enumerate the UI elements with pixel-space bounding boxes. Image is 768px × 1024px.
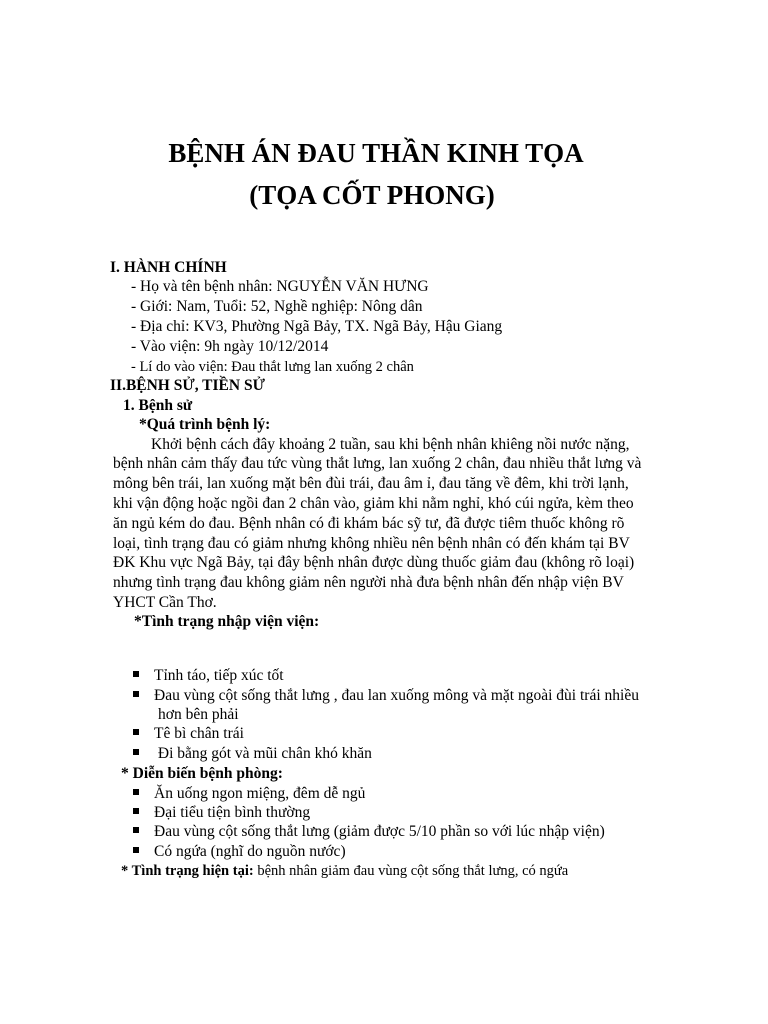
process-line: loại, tình trạng đau có giảm nhưng không nhiều nên bệnh nhân có đến khám tại BV	[113, 535, 630, 552]
list-item: Đau vùng cột sống thắt lưng (giảm được 5/10 phần so với lúc nhập viện)	[133, 822, 605, 842]
section-heading-administrative: I. HÀNH CHÍNH	[110, 259, 227, 276]
current-status	[121, 861, 568, 881]
patient-address: - Địa chỉ: KV3, Phường Ngã Bảy, TX. Ngã Bảy, Hậu Giang	[131, 318, 503, 335]
process-line: YHCT Cần Thơ.	[113, 594, 217, 611]
bullet-icon	[133, 671, 139, 677]
bullet-icon	[133, 808, 139, 814]
patient-gender-age-job: - Giới: Nam, Tuổi: 52, Nghề nghiệp: Nông dân	[131, 298, 423, 315]
bullet-icon	[133, 729, 139, 735]
document-title-line1: BỆNH ÁN ĐAU THẦN KINH TỌA	[168, 138, 584, 168]
list-item: Đi bằng gót và mũi chân khó khăn	[133, 744, 372, 764]
list-item: Tỉnh táo, tiếp xúc tốt	[133, 666, 284, 686]
process-line: nhưng tình trạng đau không giảm nên người nhà đưa bệnh nhân đến nhập viện BV	[113, 574, 624, 591]
bullet-icon	[133, 691, 139, 697]
section-heading-history: II.BỆNH SỬ, TIỀN SỬ	[110, 377, 265, 394]
process-line: mông bên trái, lan xuống mặt bên đùi trái, đau âm ỉ, đau tăng về đêm, khi trời lạnh,	[113, 475, 629, 492]
process-line: khi vận động hoặc ngồi đan 2 chân vào, giảm khi nằm nghỉ, khó cúi ngửa, kèm theo	[113, 495, 634, 512]
process-line: ĐK Khu vực Ngã Bảy, tại đây bệnh nhân được dùng thuốc giảm đau (không rõ loại)	[113, 554, 635, 571]
current-status-label: * Tình trạng hiện tại:	[121, 863, 254, 879]
current-status-text: bệnh nhân giảm đau vùng cột sống thắt lưng, có ngứa	[253, 863, 569, 879]
process-line: bệnh nhân cảm thấy đau tức vùng thắt lưng, lan xuống 2 chân, đau nhiều thắt lưng và	[113, 455, 642, 472]
bullet-icon	[133, 789, 139, 795]
patient-name: - Họ và tên bệnh nhân: NGUYỄN VĂN HƯNG	[131, 278, 429, 295]
document-title-line2: (TỌA CỐT PHONG)	[249, 180, 495, 210]
admission-time: - Vào viện: 9h ngày 10/12/2014	[131, 338, 329, 355]
list-item: Có ngứa (nghĩ do nguồn nước)	[133, 842, 346, 862]
subsection-heading-illness: 1. Bệnh sử	[123, 397, 193, 414]
bullet-icon	[133, 827, 139, 833]
process-line: ăn ngủ kém do đau. Bệnh nhân có đi khám bác sỹ tư, đã được tiêm thuốc không rõ	[113, 515, 625, 532]
list-item-continuation: hơn bên phải	[158, 706, 239, 723]
bullet-icon	[133, 749, 139, 755]
process-heading: *Quá trình bệnh lý:	[139, 416, 271, 433]
progress-heading: * Diễn biến bệnh phòng:	[121, 765, 283, 782]
list-item: Đau vùng cột sống thắt lưng , đau lan xuống mông và mặt ngoài đùi trái nhiều	[133, 686, 639, 706]
admission-status-heading: *Tình trạng nhập viện viện:	[134, 613, 320, 630]
admission-reason: - Lí do vào viện: Đau thắt lưng lan xuống 2 chân	[131, 359, 414, 375]
list-item: Đại tiểu tiện bình thường	[133, 803, 310, 823]
list-item: Ăn uống ngon miệng, đêm dễ ngủ	[133, 784, 365, 804]
bullet-icon	[133, 847, 139, 853]
list-item: Tê bì chân trái	[133, 724, 244, 744]
process-line: Khởi bệnh cách đây khoảng 2 tuần, sau khi bệnh nhân khiêng nồi nước nặng,	[151, 436, 630, 453]
